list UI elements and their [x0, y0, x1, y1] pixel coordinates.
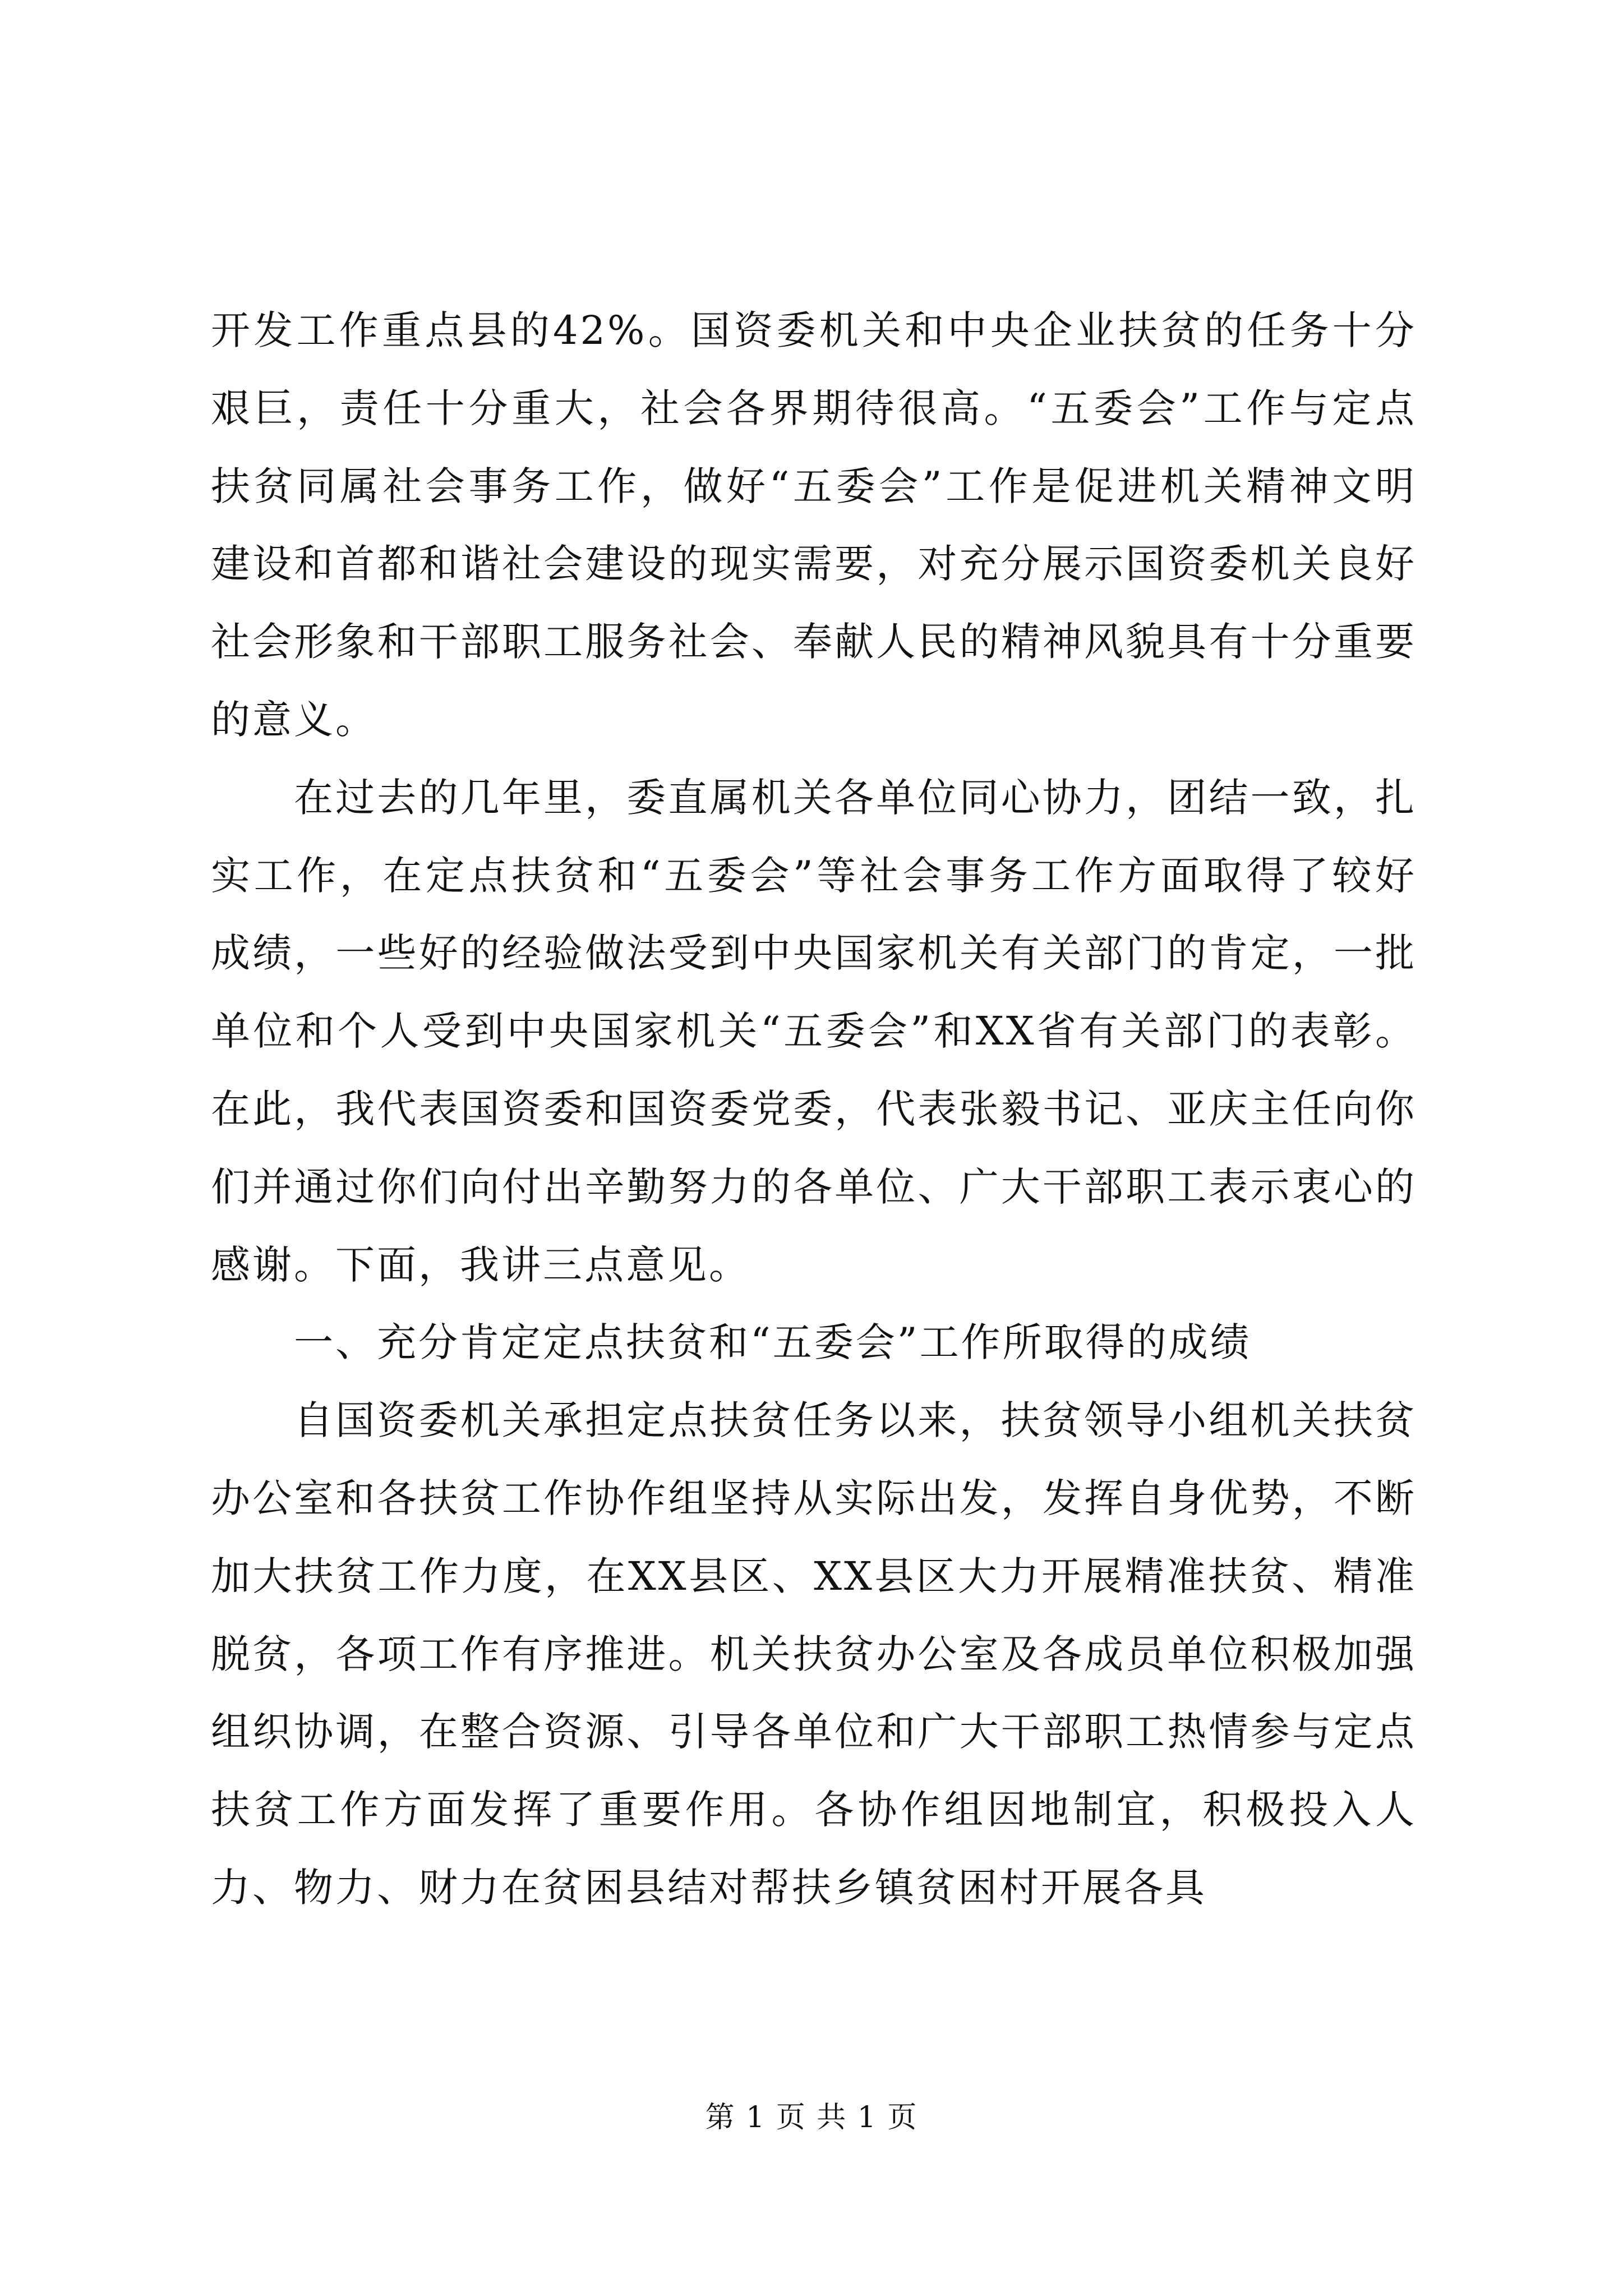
paragraph-3: 自国资委机关承担定点扶贫任务以来，扶贫领导小组机关扶贫办公室和各扶贫工作协作组坚持从实际出发，发挥自身优势，不断加大扶贫工作力度，在XX县区、XX县区大力开展精准扶贫、精准脱贫，各项工作有序推进。机关扶贫办公室及各成员单位积极加强组织协调，在整合资源、引导各单位和广大干部职工热情参与定点扶贫工作方面发挥了重要作用。各协作组因地制宜，积极投入人力、物力、财力在贫困县结对帮扶乡镇贫困村开展各具: [211, 1397, 1417, 1911]
section-heading-1: 一、充分肯定定点扶贫和“五委会”工作所取得的成绩: [294, 1319, 1252, 1366]
page-footer: [0, 2098, 1623, 2137]
paragraph-1: 开发工作重点县的42%。国资委机关和中央企业扶贫的任务十分艰巨，责任十分重大，社会各界期待很高。“五委会”工作与定点扶贫同属社会事务工作，做好“五委会”工作是促进机关精神文明建设和首都和谐社会建设的现实需要，对充分展示国资委机关良好社会形象和干部职工服务社会、奉献人民的精神风貌具有十分重要的意义。: [211, 307, 1417, 743]
document-body: [211, 292, 1417, 1927]
page-number-label: 第 1 页 共 1 页: [705, 2101, 918, 2134]
paragraph-2: 在过去的几年里，委直属机关各单位同心协力，团结一致，扎实工作，在定点扶贫和“五委会”等社会事务工作方面取得了较好成绩，一些好的经验做法受到中央国家机关有关部门的肯定，一批单位和个人受到中央国家机关“五委会”和XX省有关部门的表彰。在此，我代表国资委和国资委党委，代表张毅书记、亚庆主任向你们并通过你们向付出辛勤努力的各单位、广大干部职工表示衷心的感谢。下面，我讲三点意见。: [211, 774, 1417, 1288]
